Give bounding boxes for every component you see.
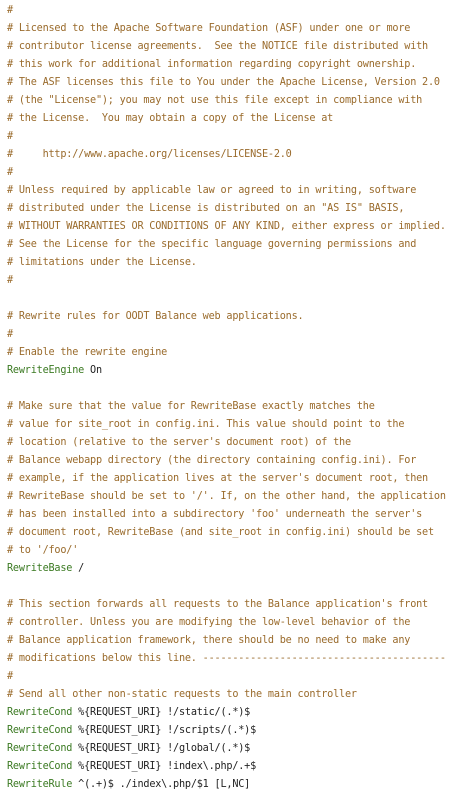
directive-arguments: %{REQUEST_URI} !/scripts/(.*)$ — [72, 725, 257, 736]
comment-line: # WITHOUT WARRANTIES OR CONDITIONS OF ANY KIND, either express or implied. — [7, 221, 446, 232]
comment-line: # to '/foo/' — [7, 545, 79, 556]
comment-line: # modifications below this line. ----------------------------------------- — [7, 653, 446, 664]
directive-arguments: On — [84, 365, 102, 376]
comment-line: # Make sure that the value for RewriteBase exactly matches the — [7, 401, 375, 412]
comment-line: # Send all other non-static requests to the main controller — [7, 689, 357, 700]
comment-line: # Balance application framework, there should be no need to make any — [7, 635, 411, 646]
comment-line: # Enable the rewrite engine — [7, 347, 168, 358]
directive-keyword: RewriteRule — [7, 779, 73, 790]
directive-arguments: / — [72, 563, 85, 574]
comment-line: # Licensed to the Apache Software Foundation (ASF) under one or more — [7, 23, 411, 34]
comment-line: # controller. Unless you are modifying the low-level behavior of the — [7, 617, 411, 628]
comment-line: # example, if the application lives at the server's document root, then — [7, 473, 428, 484]
directive-line — [7, 704, 250, 722]
comment-line: # RewriteBase should be set to '/'. If, on the other hand, the application — [7, 491, 446, 502]
directive-keyword: RewriteCond — [7, 707, 73, 718]
comment-line: # Rewrite rules for OODT Balance web applications. — [7, 311, 304, 322]
directive-line — [7, 560, 84, 578]
comment-line: # (the "License"); you may not use this file except in compliance with — [7, 95, 423, 106]
comment-line: # — [7, 167, 13, 178]
comment-line: # this work for additional information regarding copyright ownership. — [7, 59, 417, 70]
directive-arguments: %{REQUEST_URI} !/global/(.*)$ — [72, 743, 251, 754]
directive-line — [7, 776, 250, 794]
directive-keyword: RewriteBase — [7, 563, 73, 574]
comment-line: # See the License for the specific language governing permissions and — [7, 239, 417, 250]
comment-line: # distributed under the License is distributed on an "AS IS" BASIS, — [7, 203, 405, 214]
comment-line: # Unless required by applicable law or agreed to in writing, software — [7, 185, 417, 196]
directive-arguments: %{REQUEST_URI} !index\.php/.+$ — [72, 761, 257, 772]
comment-line: # http://www.apache.org/licenses/LICENSE-2.0 — [7, 149, 292, 160]
comment-line: # — [7, 671, 13, 682]
comment-line: # location (relative to the server's document root) of the — [7, 437, 351, 448]
comment-line: # — [7, 5, 13, 16]
comment-line: # The ASF licenses this file to You under the Apache License, Version 2.0 — [7, 77, 440, 88]
comment-line: # — [7, 329, 13, 340]
directive-keyword: RewriteEngine — [7, 365, 85, 376]
directive-arguments: %{REQUEST_URI} !/static/(.*)$ — [72, 707, 251, 718]
directive-arguments: ^(.+)$ ./index\.php/$1 [L,NC] — [72, 779, 251, 790]
comment-line: # document root, RewriteBase (and site_root in config.ini) should be set — [7, 527, 434, 538]
directive-line — [7, 362, 102, 380]
comment-line: # the License. You may obtain a copy of the License at — [7, 113, 334, 124]
comment-line: # Balance webapp directory (the directory containing config.ini). For — [7, 455, 417, 466]
comment-line: # has been installed into a subdirectory 'foo' underneath the server's — [7, 509, 423, 520]
comment-line: # limitations under the License. — [7, 257, 197, 268]
directive-line — [7, 758, 256, 776]
comment-line: # — [7, 131, 13, 142]
directive-line — [7, 722, 256, 740]
directive-keyword: RewriteCond — [7, 761, 73, 772]
directive-keyword: RewriteCond — [7, 725, 73, 736]
comment-line: # value for site_root in config.ini. This value should point to the — [7, 419, 405, 430]
comment-line: # contributor license agreements. See the NOTICE file distributed with — [7, 41, 428, 52]
directive-line — [7, 740, 250, 758]
comment-line: # — [7, 275, 13, 286]
comment-line: # This section forwards all requests to the Balance application's front — [7, 599, 428, 610]
directive-keyword: RewriteCond — [7, 743, 73, 754]
